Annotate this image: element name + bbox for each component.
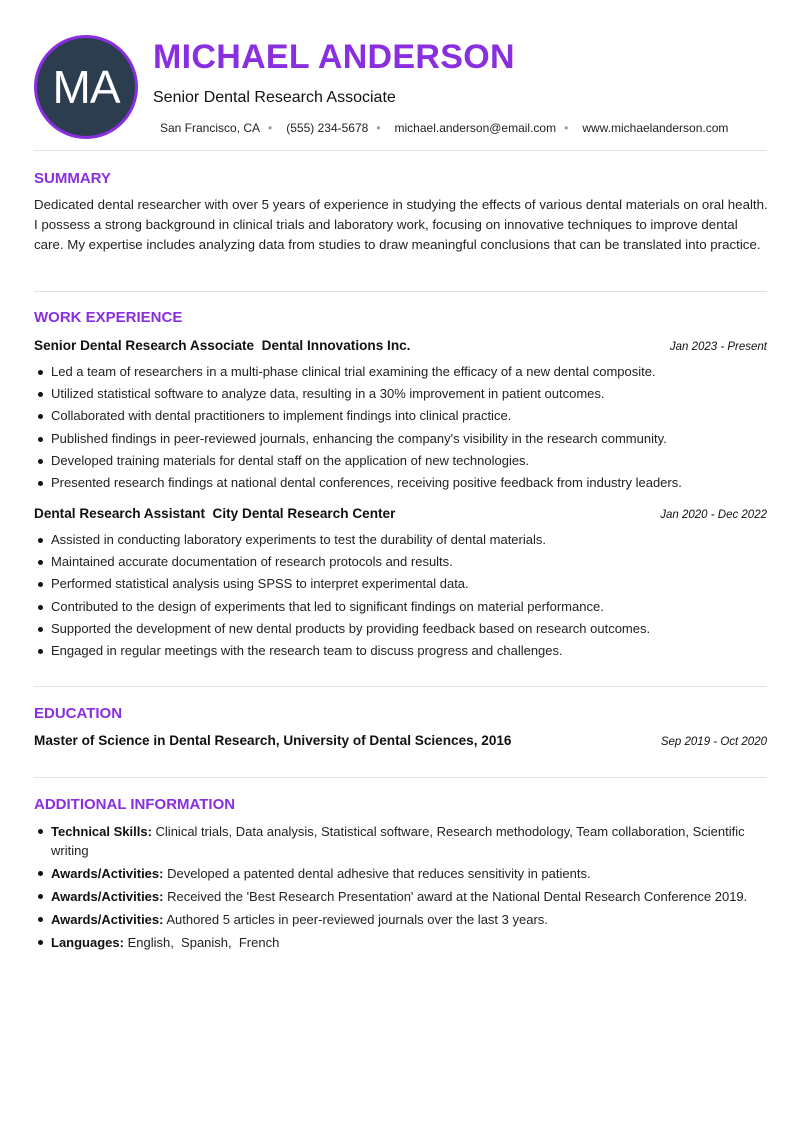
list-item: Utilized statistical software to analyze data, resulting in a 30% improvement in patient outcomes. (34, 385, 769, 402)
contact-email[interactable]: michael.anderson@email.com (394, 121, 557, 135)
item-text: Developed a patented dental adhesive that reduces sensitivity in patients. (163, 866, 591, 881)
list-item: Performed statistical analysis using SPSS to interpret experimental data. (34, 575, 769, 592)
list-item (34, 864, 769, 883)
list-item: Developed training materials for dental staff on the application of new technologies. (34, 452, 769, 469)
list-item (34, 887, 769, 906)
job-header (34, 338, 767, 353)
avatar (34, 35, 138, 139)
contact-line (160, 121, 728, 135)
item-label: Languages: (51, 935, 124, 950)
job-header (34, 506, 767, 521)
contact-website[interactable]: www.michaelanderson.com (582, 121, 729, 135)
list-item (34, 822, 769, 860)
avatar-initials: MA (52, 61, 120, 113)
separator-dot: • (564, 121, 569, 135)
divider (34, 291, 767, 292)
education-entry (34, 733, 767, 748)
experience-heading: WORK EXPERIENCE (34, 309, 183, 326)
list-item (34, 910, 769, 929)
item-text: Clinical trials, Data analysis, Statistical software, Research methodology, Team collaboration, Scientific writing (51, 824, 745, 858)
contact-location: San Francisco, CA (160, 121, 261, 135)
contact-phone: (555) 234-5678 (286, 121, 369, 135)
education-heading: EDUCATION (34, 705, 123, 722)
list-item: Presented research findings at national dental conferences, receiving positive feedback from industry leaders. (34, 474, 769, 491)
list-item: Led a team of researchers in a multi-phase clinical trial examining the efficacy of a new dental composite. (34, 363, 769, 380)
degree: Master of Science in Dental Research, University of Dental Sciences, 2016 (34, 733, 512, 748)
list-item: Published findings in peer-reviewed journals, enhancing the company's visibility in the research community. (34, 430, 769, 447)
item-text: Received the 'Best Research Presentation' award at the National Dental Research Conference 2019. (163, 889, 748, 904)
item-text: Authored 5 articles in peer-reviewed journals over the last 3 years. (163, 912, 548, 927)
item-label: Awards/Activities: (51, 866, 164, 881)
candidate-name: MICHAEL ANDERSON (153, 38, 515, 76)
job-title: Dental Research Assistant City Dental Research Center (34, 506, 396, 521)
list-item: Contributed to the design of experiments that led to significant findings on material performance. (34, 598, 769, 615)
additional-heading: ADDITIONAL INFORMATION (34, 796, 236, 813)
job-dates: Jan 2020 - Dec 2022 (660, 509, 767, 521)
item-label: Technical Skills: (51, 824, 152, 839)
separator-dot: • (376, 121, 381, 135)
item-label: Awards/Activities: (51, 889, 164, 904)
job-title: Senior Dental Research Associate Dental Innovations Inc. (34, 338, 411, 353)
additional-list (34, 822, 769, 956)
education-dates: Sep 2019 - Oct 2020 (660, 736, 767, 748)
item-text: English, Spanish, French (123, 935, 280, 950)
divider (34, 686, 767, 687)
list-item: Supported the development of new dental products by providing feedback based on research outcomes. (34, 620, 769, 637)
divider (34, 150, 767, 151)
list-item: Engaged in regular meetings with the research team to discuss progress and challenges. (34, 642, 769, 659)
list-item: Maintained accurate documentation of research protocols and results. (34, 553, 769, 570)
candidate-title: Senior Dental Research Associate (153, 89, 396, 106)
item-label: Awards/Activities: (51, 912, 164, 927)
list-item: Assisted in conducting laboratory experiments to test the durability of dental materials. (34, 531, 769, 548)
job-dates: Jan 2023 - Present (669, 341, 767, 353)
summary-heading: SUMMARY (34, 170, 111, 187)
job-bullets (34, 531, 769, 664)
separator-dot: • (268, 121, 273, 135)
summary-text: Dedicated dental researcher with over 5 years of experience in studying the effects of various dental materials on oral health. I possess a strong background in clinical trials and laboratory work, focusing on innovative techniques to improve dental care. My expertise includes analyzing data from studies to draw meaningful conclusions that can be translated into practice. (34, 197, 768, 252)
list-item (34, 933, 769, 952)
divider (34, 777, 767, 778)
list-item: Collaborated with dental practitioners to implement findings into clinical practice. (34, 407, 769, 424)
job-bullets (34, 363, 769, 496)
